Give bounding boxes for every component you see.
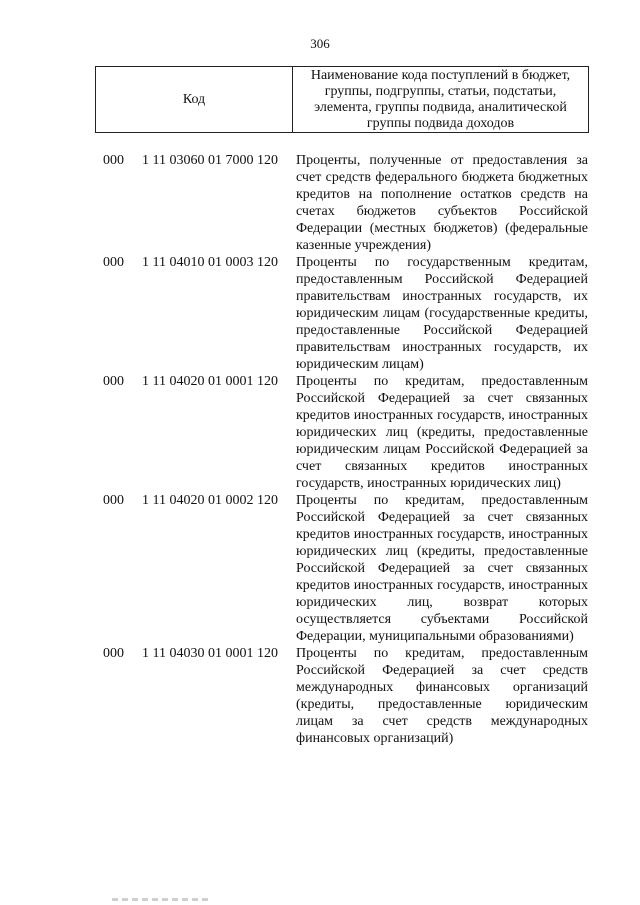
table-header <box>95 66 589 133</box>
table-row <box>0 152 640 254</box>
row-description: Проценты по государственным кредитам, предоставленным Российской Федерацией правительствам иностранных государств, их юридическим лицам (государственные кредиты, предоставленные Российской Федерацией правительствам иностранных государств, их юридическим лицам) <box>296 255 588 372</box>
row-admin-code: 000 <box>103 374 124 389</box>
table-row <box>0 254 640 373</box>
row-description: Проценты по кредитам, предоставленным Российской Федерацией за счет средств международных финансовых организаций (кредиты, предоставленные юридическим лицам за счет средств международных финансовых организаций) <box>296 646 588 746</box>
row-budget-code: 1 11 04030 01 0001 120 <box>142 646 278 661</box>
table-row <box>0 492 640 645</box>
row-admin-code: 000 <box>103 153 124 168</box>
row-budget-code: 1 11 03060 01 7000 120 <box>142 153 278 168</box>
table-row <box>0 373 640 492</box>
row-description: Проценты, полученные от предоставления за счет средств федерального бюджета бюджетных кредитов на пополнение остатков средств на счетах бюджетов субъектов Российской Федерации (местных бюджетов) (федеральные казенные учреждения) <box>296 153 588 253</box>
header-code-column <box>96 67 293 132</box>
header-name-column <box>293 67 588 132</box>
header-name-label: Наименование кода поступлений в бюджет, группы, подгруппы, статьи, подстатьи, элемента, группы подвида, аналитической группы подвида доходов <box>310 67 571 131</box>
header-code-label: Код <box>182 91 206 107</box>
income-code-list <box>0 152 640 747</box>
footer-scan-marks <box>112 898 212 901</box>
row-budget-code: 1 11 04020 01 0001 120 <box>142 374 278 389</box>
row-description: Проценты по кредитам, предоставленным Российской Федерацией за счет связанных кредитов иностранных государств, иностранных юридических лиц (кредиты, предоставленные Российской Федерацией за счет связанных кредитов иностранных государств, иностранных юридических лиц, возврат которых осуществляется субъектами Российской Федерации, муниципальными образованиями) <box>296 493 588 644</box>
row-admin-code: 000 <box>103 646 124 661</box>
table-row <box>0 645 640 747</box>
page-number: 306 <box>310 36 330 51</box>
row-budget-code: 1 11 04020 01 0002 120 <box>142 493 278 508</box>
row-description: Проценты по кредитам, предоставленным Российской Федерацией за счет связанных кредитов иностранных государств, иностранных юридических лиц (кредиты, предоставленные юридическим лицам Российской Федерацией за счет связанных кредитов иностранных государств, иностранных юридических лиц) <box>296 374 588 491</box>
row-budget-code: 1 11 04010 01 0003 120 <box>142 255 278 270</box>
row-admin-code: 000 <box>103 255 124 270</box>
row-admin-code: 000 <box>103 493 124 508</box>
